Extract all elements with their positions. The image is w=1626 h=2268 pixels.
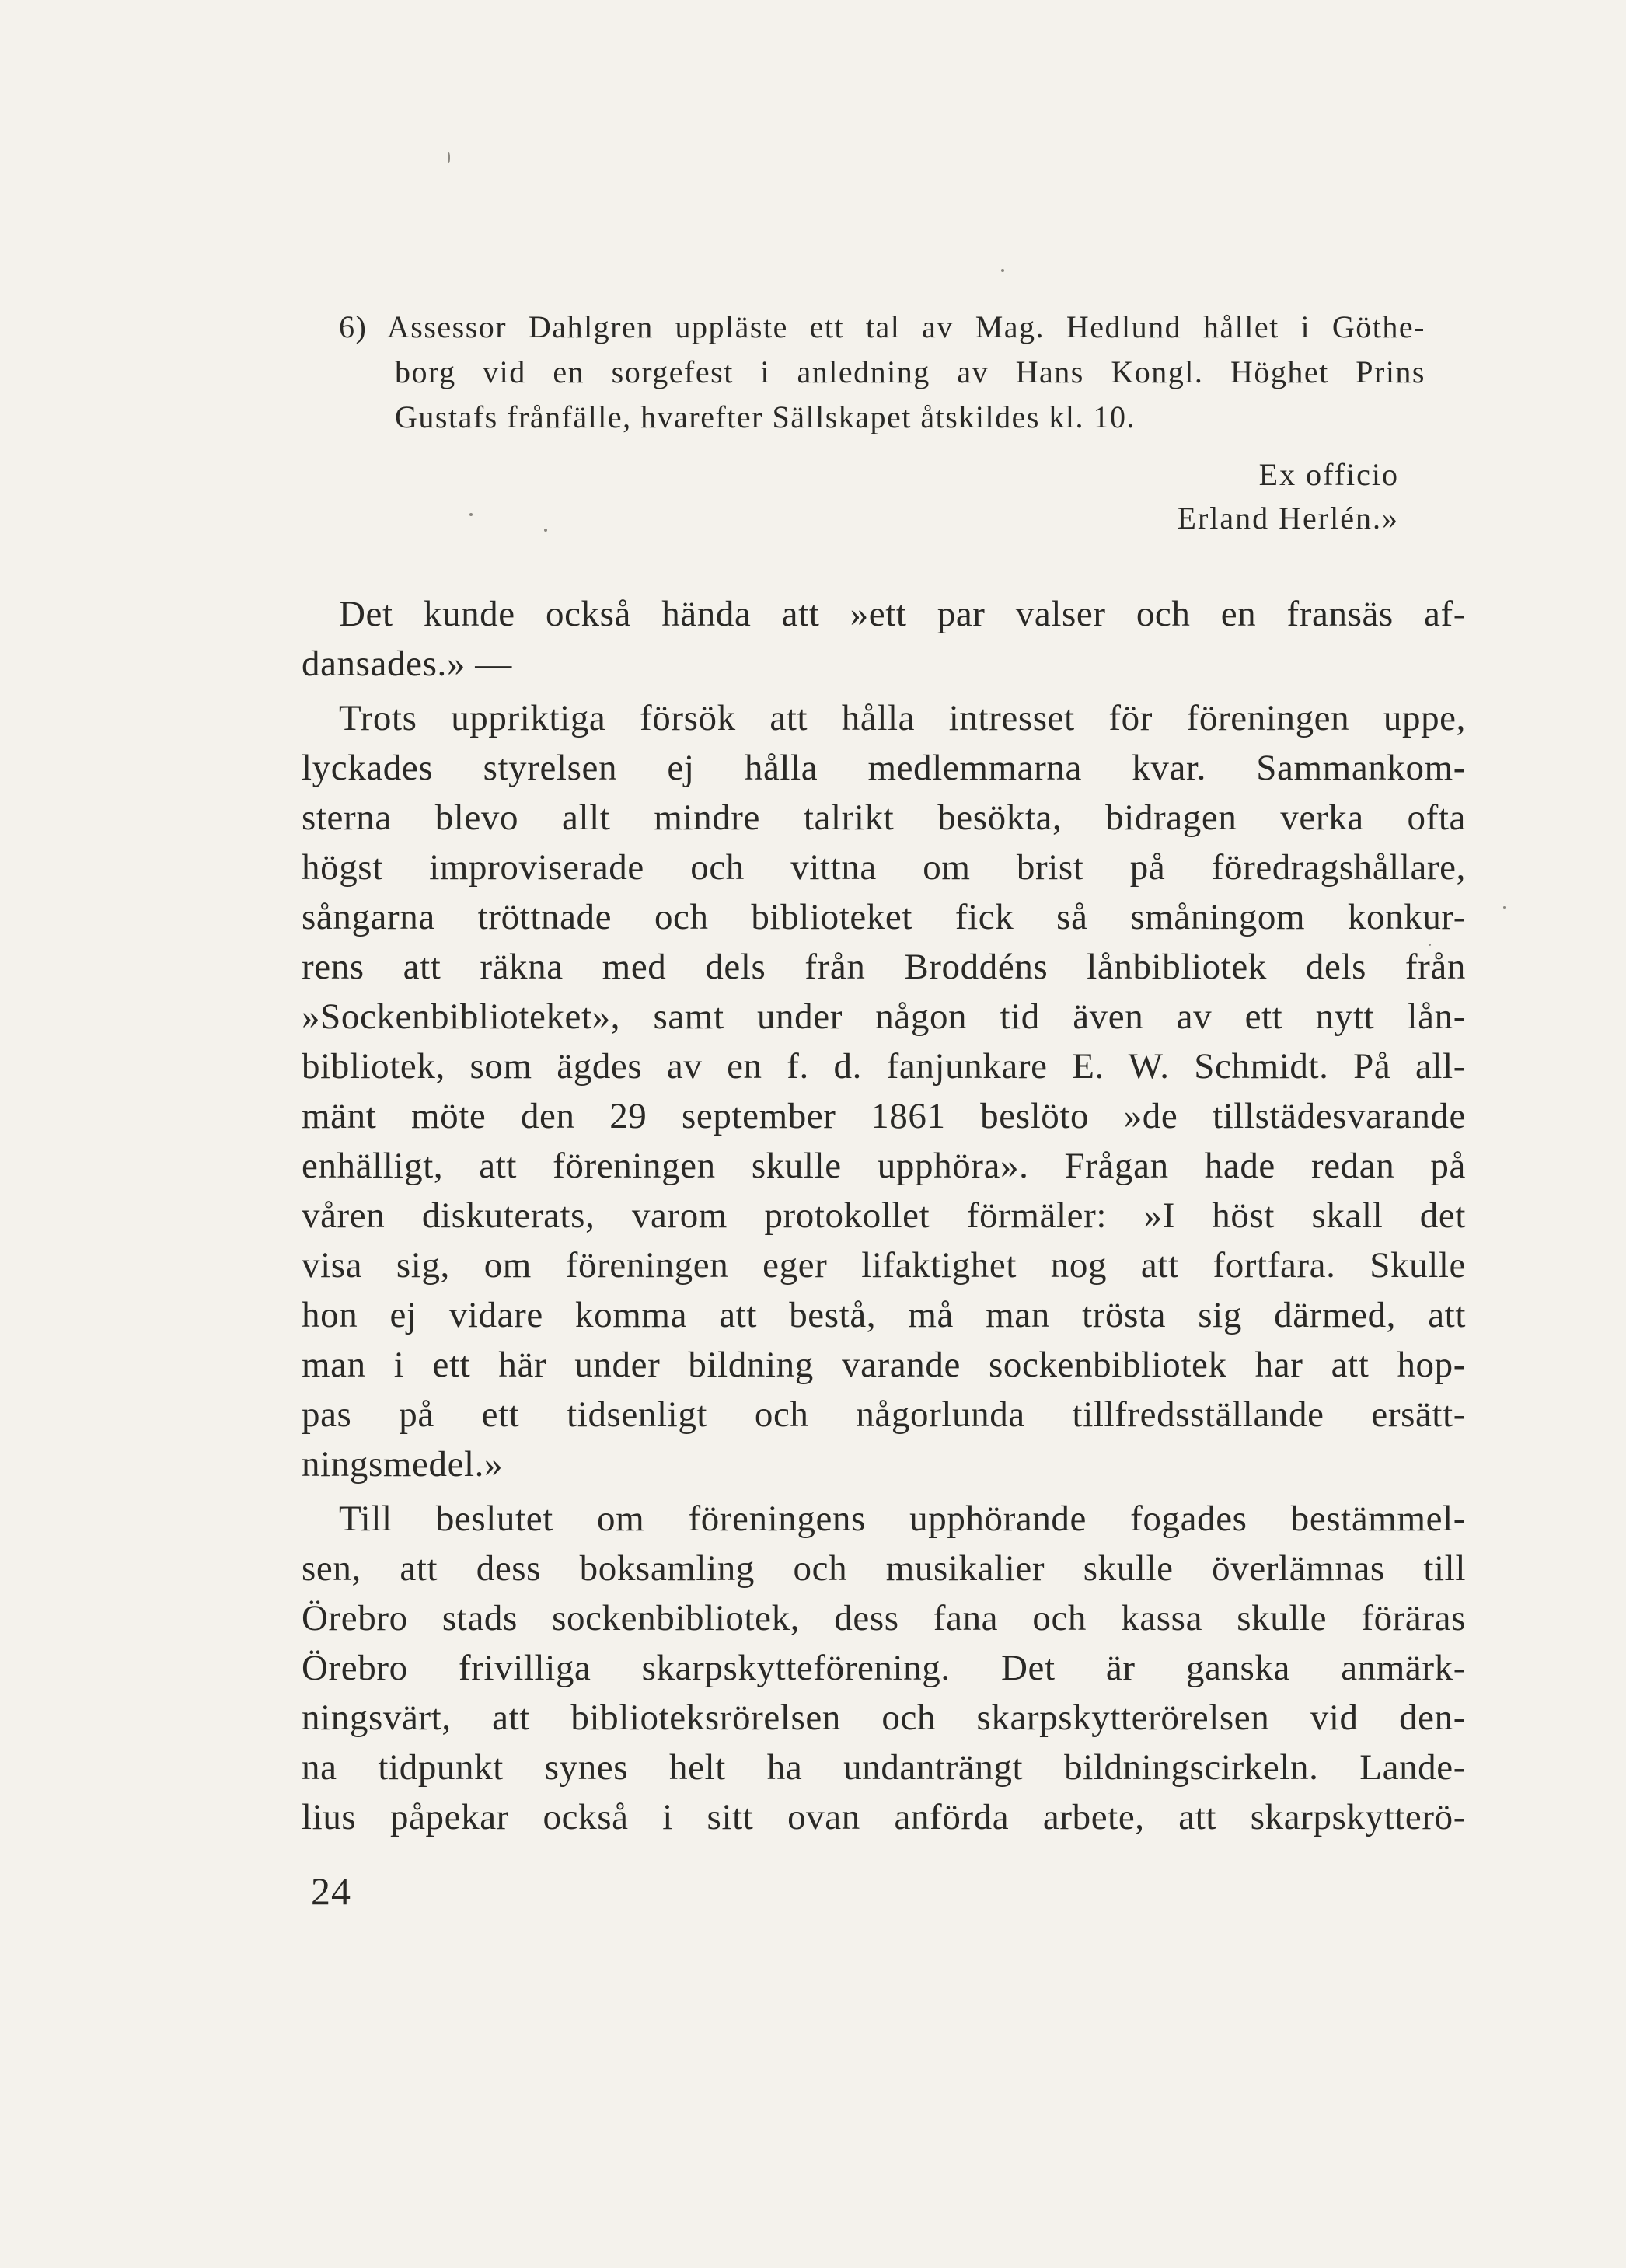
speck (1503, 906, 1506, 909)
text-line: högst improviserade och vittna om brist på föredragshållare, (302, 847, 1466, 888)
page-number: 24 (311, 1869, 351, 1913)
text-line: sångarna tröttnade och biblioteket fick så småningom konkur- (302, 897, 1466, 937)
paragraph (302, 693, 1466, 1489)
speck (544, 529, 547, 532)
footnote-line: borg vid en sorgefest i anledning av Hans Kongl. Höghet Prins (395, 354, 1425, 389)
text-line: sterna blevo allt mindre talrikt besökta, bidragen verka ofta (302, 797, 1466, 838)
speck (1001, 269, 1004, 272)
text-line: ningsmedel.» (302, 1444, 504, 1485)
speck (448, 152, 450, 163)
text-line: mänt möte den 29 september 1861 beslöto »de tillstädesvarande (302, 1096, 1466, 1136)
text-line: man i ett här under bildning varande sockenbibliotek har att hop- (302, 1345, 1466, 1385)
signature-title: Ex officio (1258, 457, 1399, 492)
text-line: visa sig, om föreningen eger lifaktighet nog att fortfara. Skulle (302, 1245, 1466, 1286)
text-line: ningsvärt, att biblioteksrörelsen och skarpskytterörelsen vid den- (302, 1698, 1466, 1738)
text-line: lius påpekar också i sitt ovan anförda arbete, att skarpskytterö- (302, 1797, 1466, 1837)
text-line: Till beslutet om föreningens upphörande fogades bestämmel- (339, 1499, 1466, 1539)
text-line: hon ej vidare komma att bestå, må man trösta sig därmed, att (302, 1295, 1466, 1335)
text-line: dansades.» — (302, 644, 512, 684)
text-line: lyckades styrelsen ej hålla medlemmarna kvar. Sammankom- (302, 748, 1466, 788)
speck (469, 513, 473, 516)
text-line: sen, att dess boksamling och musikalier skulle överlämnas till (302, 1548, 1466, 1589)
text-line: rens att räkna med dels från Broddéns lånbibliotek dels från (302, 947, 1466, 987)
text-line: Örebro stads sockenbibliotek, dess fana och kassa skulle föräras (302, 1598, 1466, 1638)
text-line: na tidpunkt synes helt ha undanträngt bildningscirkeln. Lande- (302, 1747, 1466, 1788)
footnote-line: Gustafs frånfälle, hvarefter Sällskapet åtskildes kl. 10. (395, 400, 1136, 434)
body-text (302, 589, 1466, 1847)
signature-name: Erland Herlén.» (1177, 501, 1399, 536)
text-line: enhälligt, att föreningen skulle upphöra». Frågan hade redan på (302, 1146, 1466, 1186)
text-line: Det kunde också hända att »ett par valser och en fransäs af- (339, 594, 1466, 634)
paragraph (302, 1494, 1466, 1842)
text-line: pas på ett tidsenligt och någorlunda tillfredsställande ersätt- (302, 1394, 1466, 1435)
text-line: Örebro frivilliga skarpskytteförening. Det är ganska anmärk- (302, 1648, 1466, 1688)
paragraph (302, 589, 1466, 689)
text-line: bibliotek, som ägdes av en f. d. fanjunkare E. W. Schmidt. På all- (302, 1046, 1466, 1087)
footnote-block (339, 305, 1466, 440)
text-line: »Sockenbiblioteket», samt under någon tid även av ett nytt lån- (302, 996, 1466, 1037)
text-line: Trots uppriktiga försök att hålla intresset för föreningen uppe, (339, 698, 1466, 738)
footnote-line: 6) Assessor Dahlgren uppläste ett tal av Mag. Hedlund hållet i Göthe- (339, 309, 1425, 344)
text-line: våren diskuterats, varom protokollet förmäler: »I höst skall det (302, 1195, 1466, 1236)
